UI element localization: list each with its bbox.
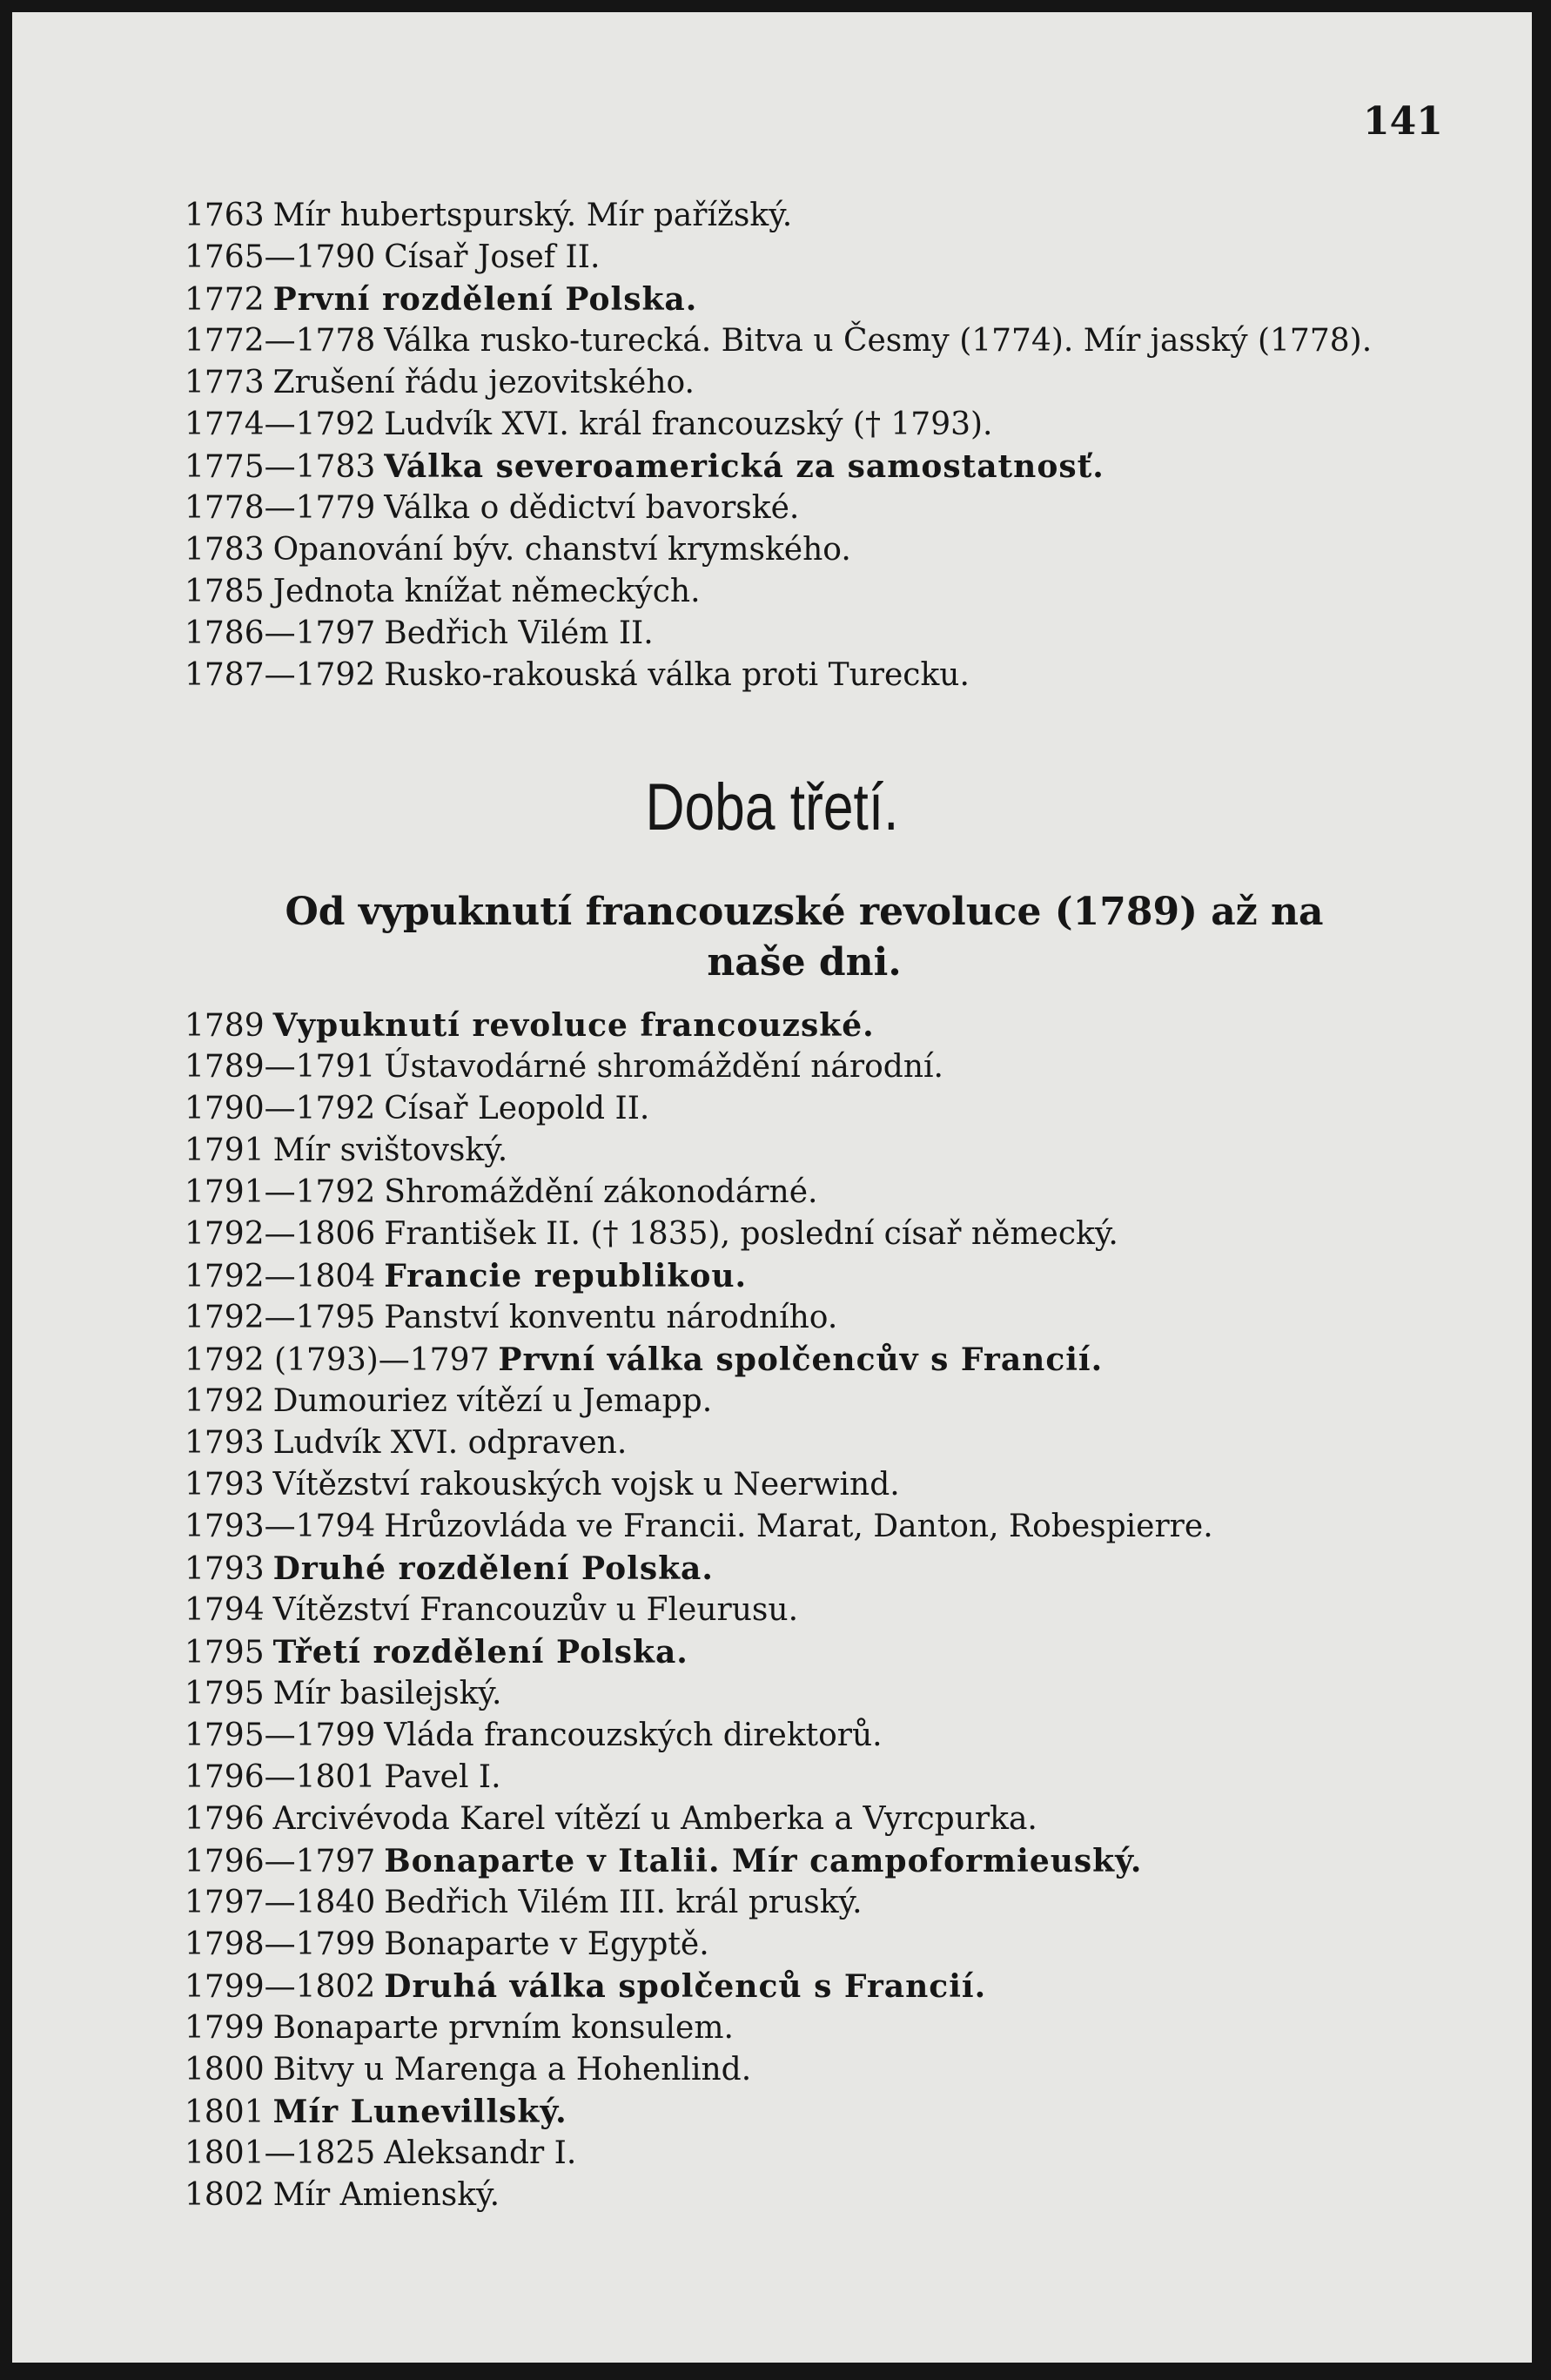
entry-text: Vítězství rakouských vojsk u Neerwind. xyxy=(272,1467,900,1503)
chronology-list-after xyxy=(185,1005,1447,2216)
chronology-entry xyxy=(185,2133,1447,2175)
entry-year: 1789—1791 xyxy=(185,1049,376,1085)
entry-year: 1774—1792 xyxy=(185,407,376,442)
chronology-entry xyxy=(185,1297,1447,1339)
chronology-entry xyxy=(185,362,1447,404)
entry-text: Mír hubertspurský. Mír pařížský. xyxy=(272,198,793,233)
entry-year: 1765—1790 xyxy=(185,239,376,275)
entry-text: Rusko-rakouská válka proti Turecku. xyxy=(384,657,970,693)
entry-text: Válka severoamerická za samostatnosť. xyxy=(384,448,1104,485)
entry-text: Arcivévoda Karel vítězí u Amberka a Vyrcpurka. xyxy=(272,1801,1037,1837)
entry-text: Pavel I. xyxy=(384,1759,501,1795)
chronology-entry xyxy=(185,1715,1447,1757)
entry-text: Mír svištovský. xyxy=(272,1133,508,1168)
entry-text: Opanování býv. chanství krymského. xyxy=(272,532,851,568)
entry-text: Druhá válka spolčenců s Francií. xyxy=(384,1968,987,2005)
entry-year: 1763 xyxy=(185,198,265,233)
chronology-entry xyxy=(185,529,1447,571)
chronology-entry xyxy=(185,487,1447,529)
entry-year: 1795—1799 xyxy=(185,1718,376,1753)
entry-year: 1775—1783 xyxy=(185,449,376,485)
entry-text: Francie republikou. xyxy=(384,1258,748,1294)
entry-text: Jednota knížat německých. xyxy=(272,574,701,609)
entry-year: 1793 xyxy=(185,1551,265,1587)
section-subtitle: Od vypuknutí francouzské revoluce (1789) až na naše dni. xyxy=(285,890,1324,985)
chronology-entry xyxy=(185,279,1447,320)
entry-year: 1778—1779 xyxy=(185,490,376,526)
chronology-entry xyxy=(185,1214,1447,1255)
chronology-entry xyxy=(185,1005,1447,1046)
entry-text: Panství konventu národního. xyxy=(384,1300,838,1335)
entry-text: Vláda francouzských direktorů. xyxy=(384,1718,883,1753)
page-number: 141 xyxy=(1363,99,1443,144)
entry-year: 1773 xyxy=(185,365,265,400)
chronology-entry xyxy=(185,1506,1447,1548)
entry-year: 1785 xyxy=(185,574,265,609)
chronology-entry xyxy=(185,404,1447,446)
entry-text: Hrůzovláda ve Francii. Marat, Danton, Robespierre. xyxy=(384,1509,1213,1544)
entry-text: Aleksandr I. xyxy=(384,2135,577,2171)
entry-year: 1798—1799 xyxy=(185,1926,376,1962)
chronology-entry xyxy=(185,1757,1447,1798)
entry-year: 1772—1778 xyxy=(185,323,376,359)
entry-text: První rozdělení Polska. xyxy=(272,281,698,318)
entry-text: Zrušení řádu jezovitského. xyxy=(272,365,695,400)
chronology-entry xyxy=(185,2091,1447,2133)
entry-year: 1795 xyxy=(185,1635,265,1671)
entry-text: Vítězství Francouzův u Fleurusu. xyxy=(272,1592,799,1628)
entry-year: 1787—1792 xyxy=(185,657,376,693)
entry-year: 1792—1806 xyxy=(185,1216,376,1252)
entry-text: Mír Lunevillský. xyxy=(272,2094,567,2130)
entry-text: František II. († 1835), poslední císař německý. xyxy=(384,1216,1118,1252)
entry-year: 1772 xyxy=(185,282,265,318)
chronology-entry xyxy=(185,2175,1447,2216)
chronology-entry xyxy=(185,1631,1447,1673)
chronology-entry xyxy=(185,1673,1447,1715)
entry-year: 1793—1794 xyxy=(185,1509,376,1544)
section-title: Doba třetí. xyxy=(645,770,899,844)
entry-year: 1791 xyxy=(185,1133,265,1168)
chronology-entry xyxy=(185,320,1447,362)
entry-text: Bonaparte v Egyptě. xyxy=(384,1926,709,1962)
entry-year: 1800 xyxy=(185,2052,265,2088)
chronology-entry xyxy=(185,613,1447,655)
chronology-entry xyxy=(185,655,1447,696)
entry-year: 1801 xyxy=(185,2094,265,2130)
chronology-entry xyxy=(185,1381,1447,1422)
entry-text: Vypuknutí revoluce francouzské. xyxy=(272,1007,875,1044)
entry-year: 1789 xyxy=(185,1008,265,1044)
chronology-entry xyxy=(185,237,1447,279)
chronology-entry xyxy=(185,446,1447,487)
chronology-entry xyxy=(185,2049,1447,2091)
entry-text: Bedřich Vilém II. xyxy=(384,615,654,651)
chronology-entry xyxy=(185,1798,1447,1840)
entry-text: Bonaparte prvním konsulem. xyxy=(272,2010,734,2046)
chronology-entry xyxy=(185,1924,1447,1966)
entry-text: Ludvík XVI. odpraven. xyxy=(272,1425,628,1461)
entry-year: 1792 (1793)—1797 xyxy=(185,1342,490,1378)
entry-text: Ústavodárné shromáždění národní. xyxy=(384,1049,943,1085)
entry-year: 1791—1792 xyxy=(185,1174,376,1210)
entry-text: Mír Amienský. xyxy=(272,2177,500,2213)
entry-text: První válka spolčencův s Francií. xyxy=(498,1341,1104,1378)
entry-text: Ludvík XVI. král francouzský († 1793). xyxy=(384,407,993,442)
chronology-entry xyxy=(185,1339,1447,1381)
entry-text: Válka rusko-turecká. Bitva u Česmy (1774). Mír jasský (1778). xyxy=(384,323,1373,359)
entry-text: Shromáždění zákonodárné. xyxy=(384,1174,818,1210)
chronology-entry xyxy=(185,1088,1447,1130)
entry-text: Bonaparte v Italii. Mír campoformieuský. xyxy=(384,1843,1143,1879)
chronology-entry xyxy=(185,571,1447,613)
chronology-entry xyxy=(185,1172,1447,1214)
entry-year: 1796—1801 xyxy=(185,1759,376,1795)
entry-year: 1797—1840 xyxy=(185,1885,376,1920)
chronology-entry xyxy=(185,1046,1447,1088)
entry-year: 1802 xyxy=(185,2177,265,2213)
entry-year: 1795 xyxy=(185,1676,265,1711)
entry-text: Třetí rozdělení Polska. xyxy=(272,1634,688,1671)
chronology-entry xyxy=(185,1464,1447,1506)
entry-text: Mír basilejský. xyxy=(272,1676,502,1711)
entry-text: Válka o dědictví bavorské. xyxy=(384,490,800,526)
entry-year: 1796—1797 xyxy=(185,1844,376,1879)
book-page xyxy=(12,12,1532,2363)
chronology-entry xyxy=(185,1840,1447,1882)
entry-year: 1794 xyxy=(185,1592,265,1628)
chronology-entry xyxy=(185,1255,1447,1297)
chronology-entry xyxy=(185,1882,1447,1924)
chronology-list-before xyxy=(185,195,1447,696)
chronology-entry xyxy=(185,195,1447,237)
chronology-entry xyxy=(185,1130,1447,1172)
entry-text: Bitvy u Marenga a Hohenlind. xyxy=(272,2052,752,2088)
entry-year: 1799—1802 xyxy=(185,1969,376,2005)
entry-text: Císař Leopold II. xyxy=(384,1091,650,1126)
entry-year: 1793 xyxy=(185,1425,265,1461)
entry-year: 1796 xyxy=(185,1801,265,1837)
entry-year: 1783 xyxy=(185,532,265,568)
entry-year: 1801—1825 xyxy=(185,2135,376,2171)
entry-text: Druhé rozdělení Polska. xyxy=(272,1550,714,1587)
chronology-entry xyxy=(185,1422,1447,1464)
entry-year: 1799 xyxy=(185,2010,265,2046)
entry-text: Císař Josef II. xyxy=(384,239,601,275)
entry-year: 1792—1795 xyxy=(185,1300,376,1335)
chronology-entry xyxy=(185,1966,1447,2007)
entry-text: Bedřich Vilém III. král pruský. xyxy=(384,1885,863,1920)
entry-text: Dumouriez vítězí u Jemapp. xyxy=(272,1383,713,1419)
entry-year: 1793 xyxy=(185,1467,265,1503)
entry-year: 1786—1797 xyxy=(185,615,376,651)
chronology-entry xyxy=(185,1548,1447,1590)
chronology-entry xyxy=(185,2007,1447,2049)
entry-year: 1792 xyxy=(185,1383,265,1419)
chronology-entry xyxy=(185,1590,1447,1631)
entry-year: 1792—1804 xyxy=(185,1259,376,1294)
entry-year: 1790—1792 xyxy=(185,1091,376,1126)
